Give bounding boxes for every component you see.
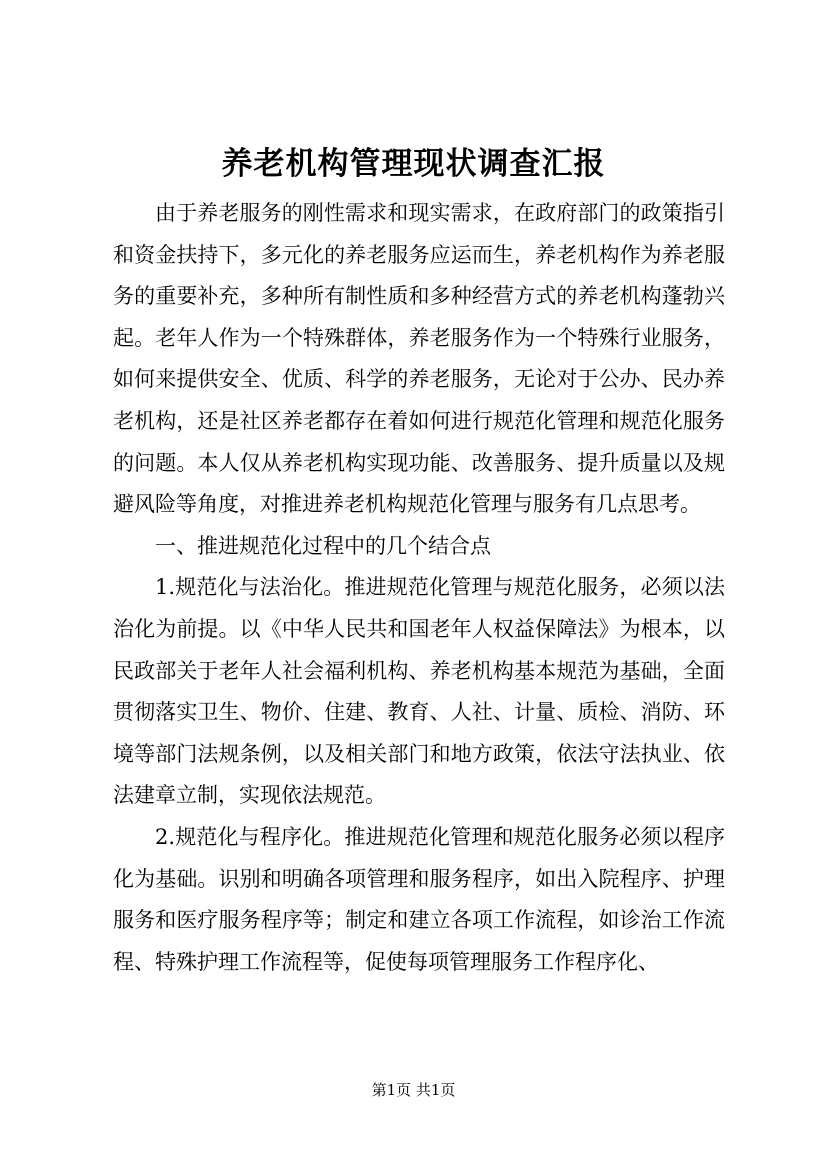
document-body	[113, 193, 725, 983]
page-footer: 第1页 共1页	[371, 1081, 456, 1099]
section-heading: 一、推进规范化过程中的几个结合点	[155, 533, 491, 558]
paragraph-intro: 由于养老服务的刚性需求和现实需求，在政府部门的政策指引和资金扶持下，多元化的养老服务应运而生，养老机构作为养老服务的重要补充，多种所有制性质和多种经营方式的养老机构蓬勃兴起。老年人作为一个特殊群体，养老服务作为一个特殊行业服务，如何来提供安全、优质、科学的养老服务，无论对于公办、民办养老机构，还是社区养老都存在着如何进行规范化管理和规范化服务的问题。本人仅从养老机构实现功能、改善服务、提升质量以及规避风险等角度，对推进养老机构规范化管理与服务有几点思考。	[113, 201, 725, 517]
paragraph-point-2: 2.规范化与程序化。推进规范化管理和规范化服务必须以程序化为基础。识别和明确各项管理和服务程序，如出入院程序、护理服务和医疗服务程序等；制定和建立各项工作流程，如诊治工作流程、特殊护理工作流程等，促使每项管理服务工作程序化、	[113, 824, 725, 974]
document-title: 养老机构管理现状调查汇报	[221, 146, 606, 182]
paragraph-point-1: 1.规范化与法治化。推进规范化管理与规范化服务，必须以法治化为前提。以《中华人民共和国老年人权益保障法》为根本，以民政部关于老年人社会福利机构、养老机构基本规范为基础，全面贯彻落实卫生、物价、住建、教育、人社、计量、质检、消防、环境等部门法规条例，以及相关部门和地方政策，依法守法执业、依法建章立制，实现依法规范。	[113, 575, 725, 808]
